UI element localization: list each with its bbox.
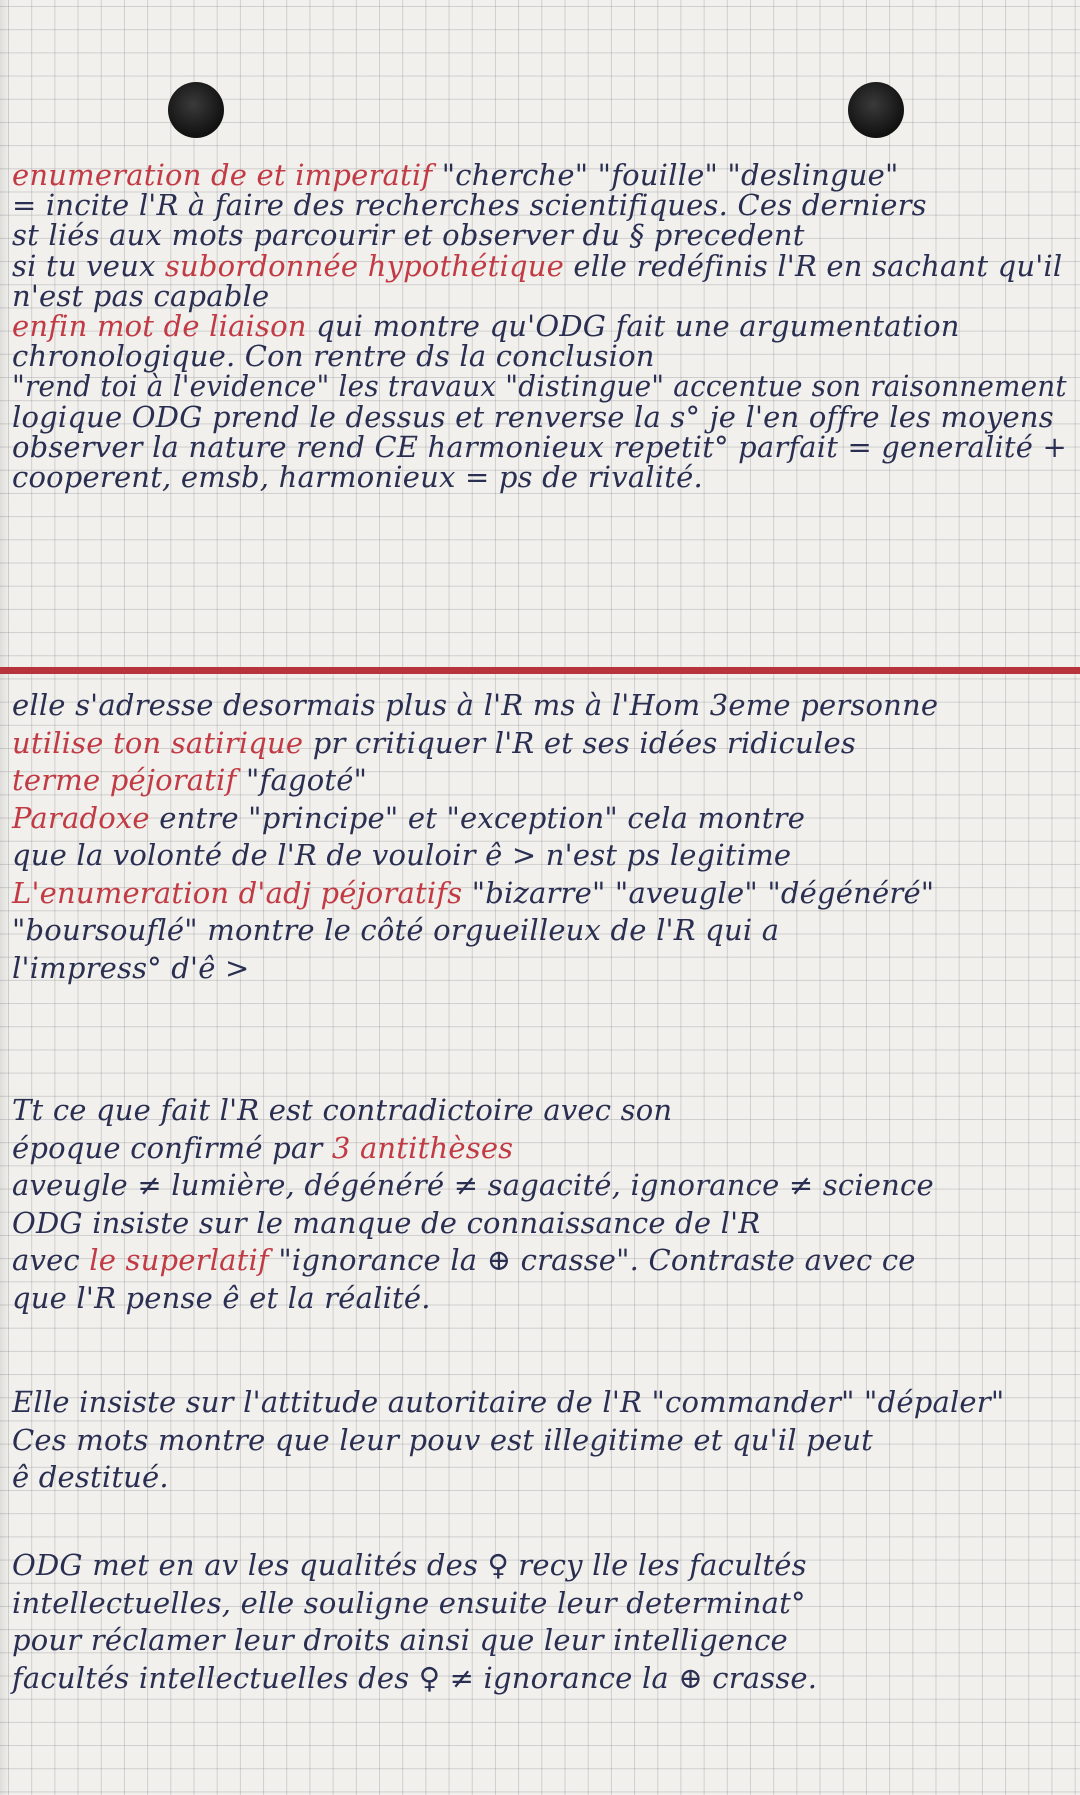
highlighted-term: L'enumeration d'adj péjoratifs <box>12 875 463 910</box>
note-line <box>12 249 1062 283</box>
note-line <box>12 1661 817 1695</box>
note-text: elle s'adresse desormais plus à l'R ms à l'Hom 3eme personne <box>12 688 939 722</box>
note-text: l'impress° d'ê > <box>12 950 250 985</box>
note-line <box>12 951 250 985</box>
note-text: Tt ce que fait l'R est contradictoire avec son <box>12 1093 673 1127</box>
note-line <box>12 1548 807 1582</box>
highlighted-term: enumeration de et imperatif <box>12 158 433 192</box>
note-text: "boursouflé" montre le côté orgueilleux de l'R qui a <box>12 913 780 947</box>
note-text: "fagoté" <box>236 763 368 797</box>
note-text: si tu veux <box>12 248 165 283</box>
note-text: n'est pas capable <box>12 278 270 313</box>
note-text: "cherche" "fouille" "deslingue" <box>432 158 899 192</box>
punch-hole-left <box>168 82 224 138</box>
note-line <box>12 400 1054 434</box>
note-text: ê destitué. <box>12 1460 169 1494</box>
note-line <box>12 838 791 872</box>
note-line <box>12 309 960 343</box>
highlighted-term: enfin mot de liaison <box>12 309 307 343</box>
note-text: avec <box>12 1243 90 1277</box>
note-text: ODG insiste sur le manque de connaissance de l'R <box>12 1205 761 1240</box>
note-text: ODG met en av les qualités des ♀ recy lle les facultés <box>12 1548 807 1582</box>
note-text: facultés intellectuelles des ♀ ≠ ignorance la ⊕ crasse. <box>12 1660 818 1695</box>
note-line <box>12 430 1067 464</box>
note-line <box>12 1206 760 1240</box>
highlighted-term: utilise ton satirique <box>12 725 304 760</box>
note-text: aveugle ≠ lumière, dégénéré ≠ sagacité, ignorance ≠ science <box>12 1168 934 1202</box>
note-line <box>12 1243 916 1277</box>
note-line <box>12 1586 806 1620</box>
note-line <box>12 279 269 313</box>
note-text: que la volonté de l'R de vouloir ê > n'est ps legitime <box>12 838 792 872</box>
note-line <box>12 158 899 192</box>
note-line <box>12 1281 431 1315</box>
note-text: chronologique. Con rentre ds la conclusion <box>12 339 655 374</box>
note-line <box>12 876 934 910</box>
note-line <box>12 1623 788 1657</box>
punch-hole-right <box>848 82 904 138</box>
note-text: époque confirmé par <box>12 1130 332 1165</box>
note-text: "ignorance la ⊕ crasse". Contraste avec ce <box>268 1243 916 1277</box>
note-text: logique ODG prend le dessus et renverse la s° je l'en offre les moyens <box>12 399 1054 434</box>
note-text: "rend toi à l'evidence" les travaux "distingue" accentue son raisonnement <box>12 369 1067 404</box>
note-line <box>12 1460 169 1494</box>
note-line <box>12 460 703 494</box>
note-line <box>12 801 805 835</box>
red-margin-divider <box>0 667 1080 674</box>
page-edge-shadow <box>0 0 10 1795</box>
note-line <box>12 1385 1004 1419</box>
highlighted-term: subordonnée hypothétique <box>164 248 564 283</box>
note-line <box>12 688 938 722</box>
note-text: "bizarre" "aveugle" "dégénéré" <box>462 875 935 910</box>
note-line <box>12 1131 513 1165</box>
note-text: pr critiquer l'R et ses idées ridicules <box>303 725 856 760</box>
note-line <box>12 763 367 797</box>
highlighted-term: 3 antithèses <box>331 1130 514 1165</box>
note-text: observer la nature rend CE harmonieux repetit° parfait = generalité + <box>12 429 1067 464</box>
note-line <box>12 726 856 760</box>
note-text: pour réclamer leur droits ainsi que leur intelligence <box>12 1623 788 1657</box>
note-text: Ces mots montre que leur pouv est illegitime et qu'il peut <box>12 1422 874 1457</box>
note-text: que l'R pense ê et la réalité. <box>12 1280 431 1315</box>
note-line <box>12 1423 873 1457</box>
note-line <box>12 1093 672 1127</box>
note-line <box>12 1168 934 1202</box>
note-line <box>12 913 779 947</box>
note-text: cooperent, emsb, harmonieux = ps de rivalité. <box>12 460 703 494</box>
note-text: Elle insiste sur l'attitude autoritaire de l'R "commander" "dépaler" <box>12 1385 1005 1419</box>
note-line <box>12 218 805 252</box>
highlighted-term: Paradoxe <box>12 800 150 835</box>
note-line <box>12 188 927 222</box>
note-text: elle redéfinis l'R en sachant qu'il <box>564 248 1063 283</box>
note-text: st liés aux mots parcourir et observer du § precedent <box>12 218 805 253</box>
note-text: qui montre qu'ODG fait une argumentation <box>306 309 960 343</box>
note-text: = incite l'R à faire des recherches scientifiques. Ces derniers <box>12 188 927 223</box>
note-line <box>12 339 655 373</box>
highlighted-term: le superlatif <box>89 1243 269 1277</box>
note-text: intellectuelles, elle souligne ensuite leur determinat° <box>12 1585 806 1620</box>
note-line <box>12 369 1067 403</box>
note-text: entre "principe" et "exception" cela montre <box>149 800 806 835</box>
highlighted-term: terme péjoratif <box>12 763 237 797</box>
